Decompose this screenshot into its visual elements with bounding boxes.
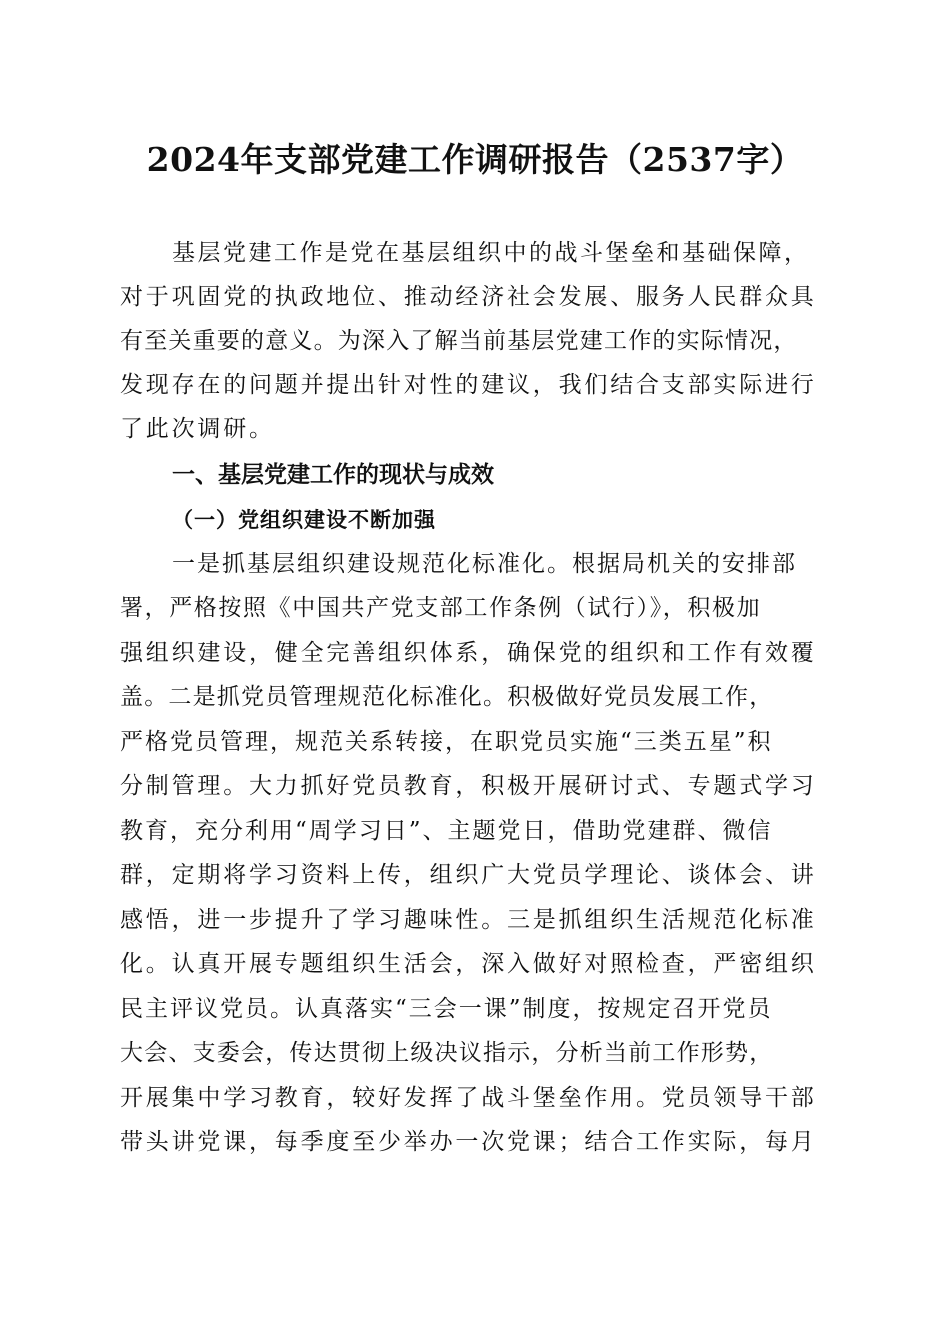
- body-line: 开展集中学习教育，较好发挥了战斗堡垒作用。党员领导干部: [120, 1085, 817, 1111]
- body-line: 一是抓基层组织建设规范化标准化。根据局机关的安排部: [172, 551, 797, 577]
- body-line: 盖。二是抓党员管理规范化标准化。积极做好党员发展工作，: [120, 684, 774, 710]
- document-title: 2024年支部党建工作调研报告（2537字）: [146, 140, 804, 179]
- body-line: 民主评议党员。认真落实“三会一课”制度，按规定召开党员: [120, 996, 773, 1022]
- intro-line: 了此次调研。: [120, 416, 275, 442]
- body-line: 感悟，进一步提升了学习趣味性。三是抓组织生活规范化标准: [120, 907, 817, 933]
- intro-line: 基层党建工作是党在基层组织中的战斗堡垒和基础保障，: [172, 240, 810, 266]
- intro-line: 发现存在的问题并提出针对性的建议，我们结合支部实际进行: [120, 372, 817, 398]
- intro-line: 有至关重要的意义。为深入了解当前基层党建工作的实际情况，: [120, 328, 798, 354]
- body-line: 署，严格按照《中国共产党支部工作条例（试行）》，积极加: [120, 595, 762, 621]
- body-line: 大会、支委会，传达贯彻上级决议指示，分析当前工作形势，: [120, 1040, 774, 1066]
- body-line: 化。认真开展专题组织生活会，深入做好对照检查，严密组织: [120, 951, 817, 977]
- body-line: 严格党员管理，规范关系转接，在职党员实施“三类五星”积: [120, 729, 773, 755]
- intro-line: 对于巩固党的执政地位、推动经济社会发展、服务人民群众具: [120, 284, 817, 310]
- body-line: 强组织建设，健全完善组织体系，确保党的组织和工作有效覆: [120, 640, 817, 666]
- body-line: 群，定期将学习资料上传，组织广大党员学理论、谈体会、讲: [120, 862, 817, 888]
- body-line: 分制管理。大力抓好党员教育，积极开展研讨式、专题式学习: [120, 773, 817, 799]
- section-heading: 一、基层党建工作的现状与成效: [172, 462, 494, 488]
- body-line: 带头讲党课，每季度至少举办一次党课；结合工作实际，每月: [120, 1129, 817, 1155]
- body-line: 教育，充分利用“周学习日”、主题党日，借助党建群、微信: [120, 818, 773, 844]
- subsection-heading: （一）党组织建设不断加强: [172, 507, 436, 532]
